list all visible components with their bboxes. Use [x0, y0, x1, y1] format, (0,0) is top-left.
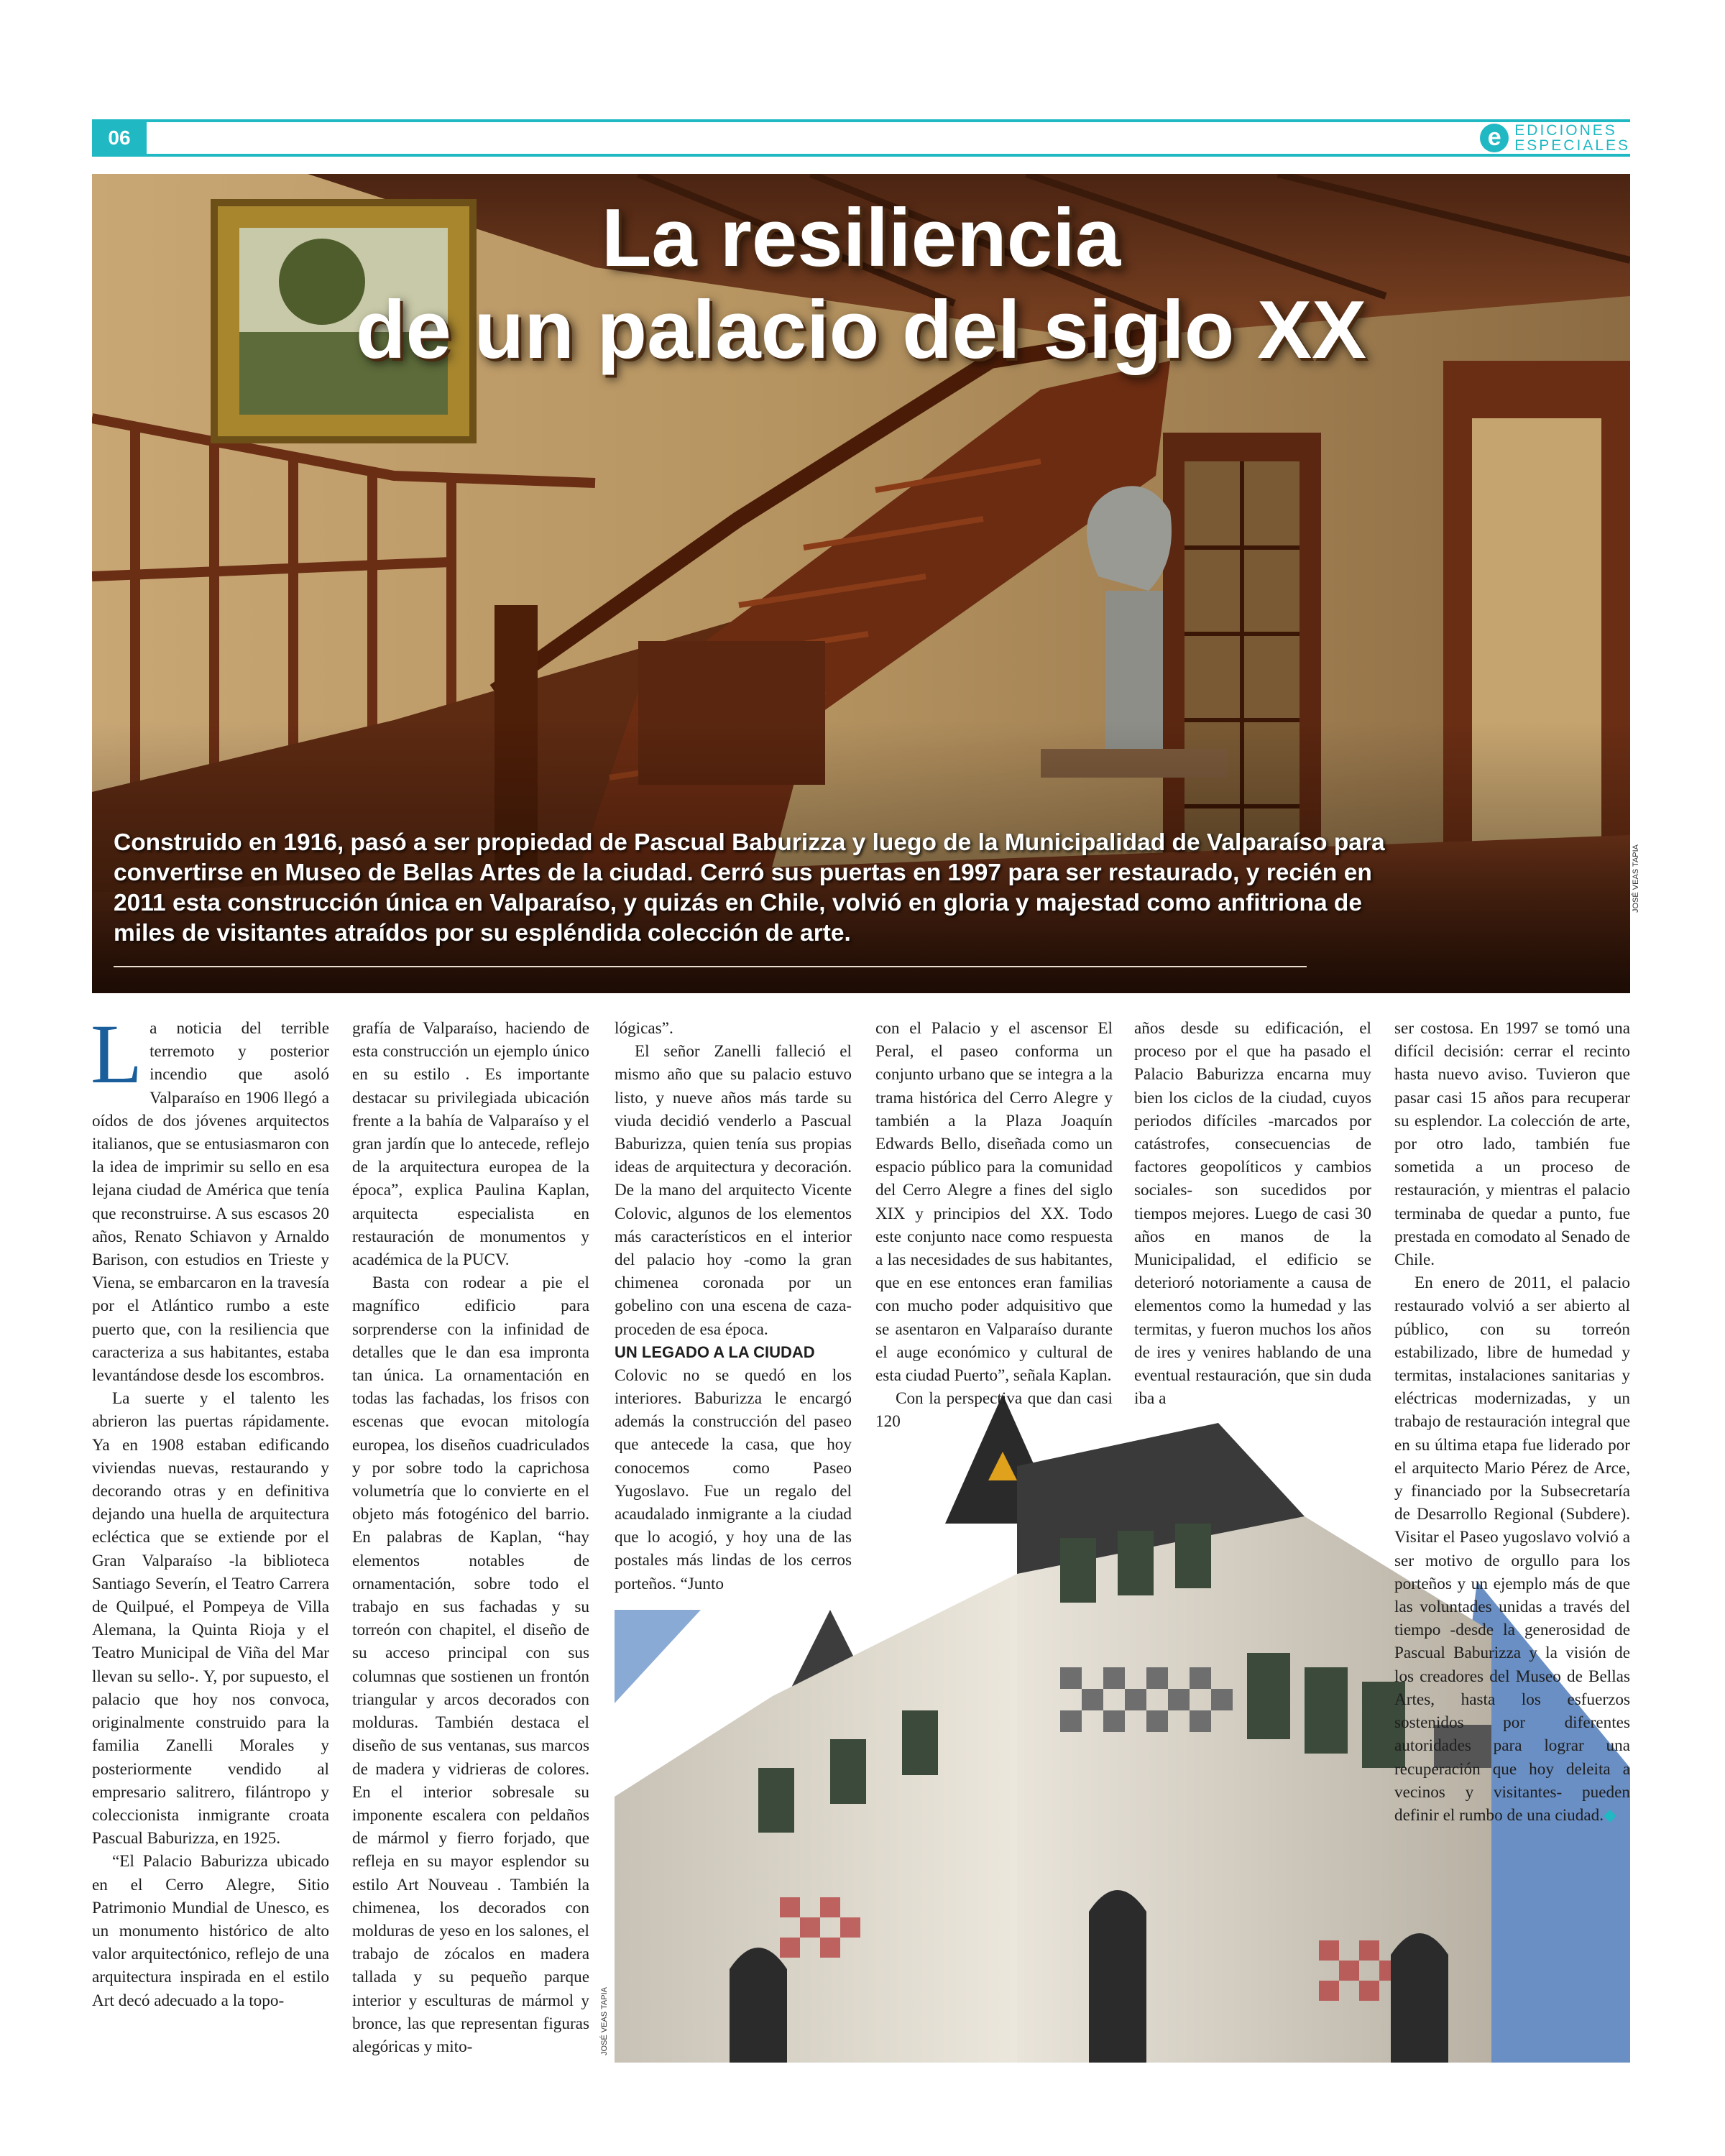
paragraph: La suerte y el talento les abrieron las puertas rápidamente. Ya en 1908 estaban edificando viviendas nuevas, restaurando y decorando otras y en definitiva dejando una huella de arquitectura ecléctica que se extiende por el Gran Valparaíso -la biblioteca Santiago Severín, el Teatro Carrera de Quilpué, el Pompeya de Villa Alemana, la Quinta Rioja y el Teatro Municipal de Viña del Mar llevan su sello-. Y, por supuesto, el palacio que hoy nos convoca, originalmente construido para la familia Zanelli Morales y posteriormente vendido al empresario salitrero, filántropo y coleccionista inmigrante croata Pascual Baburizza, en 1925.	[92, 1389, 329, 1848]
hero-image	[92, 174, 1630, 993]
article-column-1	[91, 1007, 329, 2012]
caption-rule	[114, 966, 1307, 967]
article-title	[92, 193, 1630, 377]
photo-credit-top: JOSÉ VEAS TAPIA	[1632, 844, 1640, 913]
paragraph: ser costosa. En 1997 se tomó una difícil decisión: cerrar el recinto hasta nuevo aviso. Tuvieron que pasar casi 15 años para recuperar su esplendor. La colección de arte, por otro lado, también fue sometida a un proceso de restauración, y mientras el palacio terminaba de quedar a punto, fue prestada en comodato al Senado de Chile.	[1394, 1019, 1630, 1270]
photo-credit-bottom: JOSÉ VEAS TAPIA	[600, 1987, 609, 2055]
brand-logo	[1480, 122, 1630, 154]
paragraph: años desde su edificación, el proceso por el que ha pasado el Palacio Baburizza encarna muy bien los ciclos de la ciudad, cuyos periodos difíciles -marcados por catástrofes, consecuencias de factores geopolíticos y cambios sociales- son sucedidos por tiempos mejores. Luego de casi 30 años en manos de la Municipalidad, el edificio se deterioró notoriamente a causa de elementos como la humedad y las termitas, y fueron muchos los años de ires y venires hablando de una eventual restauración, que sin duda iba a	[1134, 1019, 1371, 1409]
header-rule-top	[92, 119, 1630, 122]
paragraph: Colovic no se quedó en los interiores. Baburizza le encargó además la construcción del paseo que antecede la casa, que hoy conocemos como Paseo Yugoslavo. Fue un regalo del acaudalado inmigrante a la ciudad que lo acogió, y hoy una de las postales más lindas de los cerros porteños. “Junto	[615, 1365, 852, 1593]
paragraph: “El Palacio Baburizza ubicado en el Cerro Alegre, Sitio Patrimonio Mundial de Unesco, es un monumento histórico de alto valor arquitectónico, reflejo de una arquitectura inspirada en el estilo Art decó adecuado a la topo-	[92, 1852, 329, 2010]
article-column-2	[352, 1017, 589, 2058]
hero-caption: Construido en 1916, pasó a ser propiedad de Pascual Baburizza y luego de la Municipalidad de Valparaíso para convertirse en Museo de Bellas Artes de la ciudad. Cerró sus puertas en 1997 para ser restaurado, y recién en 2011 esta construcción única en Valparaíso, y quizás en Chile, volvió en gloria y majestad como anfitriona de miles de visitantes atraídos por su espléndida colección de arte.	[114, 829, 1385, 946]
page-number: 06	[92, 122, 147, 154]
paragraph: grafía de Valparaíso, haciendo de esta construcción un ejemplo único en su estilo . Es importante destacar su privilegiada ubicación frente a la bahía de Valparaíso y el gran jardín que lo antecede, reflejo de la arquitectura europea de la época”, explica Paulina Kaplan, arquitecta especialista en restauración de monumentos y académica de la PUCV.	[352, 1019, 589, 1270]
header-rule-bottom	[92, 154, 1630, 157]
e-logo-icon: e	[1480, 124, 1509, 152]
paragraph	[91, 1007, 329, 1387]
title-line-1: La resiliencia	[601, 193, 1121, 284]
paragraph-text: En enero de 2011, el palacio restaurado volvió a ser abierto al público, con su torreón estabilizado, libre de humedad y termitas, instalaciones sanitarias y eléctricas modernizadas, y un trabajo de restauración integral que en su última etapa fue liderado por el arquitecto Mario Pérez de Arce, y financiado por la Subsecretaría de Desarrollo Regional (Subdere). Visitar el Paseo yugoslavo volvió a ser motivo de orgullo para los porteños y un ejemplo más de que las voluntades unidas a través del tiempo -desde la generosidad de Pascual Baburizza y la visión de los creadores del Museo de Bellas Artes, hasta los esfuerzos sostenidos por diferentes autoridades para lograr una recuperación que hoy deleita a vecinos y visitantes- pueden definir el rumbo de una ciudad.	[1394, 1273, 1630, 1825]
article-column-4	[875, 1017, 1113, 1434]
paragraph: Basta con rodear a pie el magnífico edificio para sorprenderse con la infinidad de detalles que le dan esa impronta tan única. La ornamentación en todas las fachadas, los frisos con escenas que evocan mitología europea, los diseños cuadriculados y por sobre todo la caprichosa volumetría que lo convierte en el objeto más fotogénico del barrio. En palabras de Kaplan, “hay elementos notables de ornamentación, sobre todo el trabajo en sus fachadas y su torreón con chapitel, el diseño de su acceso principal con sus columnas que sostienen un frontón triangular y arcos decorados con molduras. También destaca el diseño de sus ventanas, sus marcos de madera y vidrieras de colores. En el interior sobresale su imponente escalera con peldaños de mármol y fierro forjado, que refleja en su mayor esplendor su estilo Art Nouveau . También la chimenea, los decorados con molduras de yeso en los salones, el trabajo de zócalos en madera tallada y su pequeño parque interior y esculturas de mármol y bronce, las que representan figuras alegóricas y mito-	[352, 1273, 589, 2056]
article-column-3	[615, 1017, 852, 1595]
section-subhead: UN LEGADO A LA CIUDAD	[615, 1342, 815, 1361]
drop-cap: L	[91, 1007, 143, 1101]
brand-line-2: ESPECIALES	[1514, 137, 1630, 154]
title-line-2: de un palacio del siglo XX	[355, 285, 1367, 376]
page-header	[92, 119, 1630, 157]
article-column-6	[1394, 1017, 1630, 1827]
brand-line-1: EDICIONES	[1514, 122, 1617, 139]
paragraph: Con la perspectiva que dan casi 120	[875, 1389, 1113, 1432]
paragraph: con el Palacio y el ascensor El Peral, el paseo conforma un conjunto urbano que se integra a la trama histórica del Cerro Alegre y también a la Plaza Joaquín Edwards Bello, diseñada como un espacio público para la comunidad del Cerro Alegre a fines del siglo XIX y principios del XX. Todo este conjunto nace como respuesta a las necesidades de sus habitantes, que en ese entonces eran familias con mucho poder adquisitivo que se asentaron en Valparaíso durante el auge económico y cultural de esta ciudad Puerto”, señala Kaplan.	[875, 1019, 1113, 1386]
end-mark-icon: ◆	[1604, 1805, 1616, 1825]
paragraph: El señor Zanelli falleció el mismo año que su palacio estuvo listo, y nueve años más tarde su viuda decidió venderlo a Pascual Baburizza, quien tenía sus propias ideas de arquitectura y decoración. De la mano del arquitecto Vicente Colovic, algunos de los elementos más característicos en el interior del palacio hoy -como la gran chimenea coronada por un gobelino con una escena de caza- proceden de esa época.	[615, 1042, 852, 1339]
paragraph: lógicas”.	[615, 1019, 673, 1038]
article-column-5	[1134, 1017, 1371, 1410]
paragraph	[1394, 1271, 1630, 1827]
paragraph-text: a noticia del terrible terremoto y posterior incendio que asoló Valparaíso en 1906 llegó a oídos de dos jóvenes arquitectos italianos, que se entusiasmaron con la idea de imprimir su sello en esa lejana ciudad de América que tenía que reconstruirse. A sus escasos 20 años, Renato Schiavon y Arnaldo Barison, con estudios en Trieste y Viena, se embarcaron en la travesía por el Atlántico rumbo a este puerto que, con la resiliencia que caracteriza a sus habitantes, estaba levantándose desde los escombros.	[92, 1019, 329, 1386]
brand-wordmark	[1514, 123, 1630, 153]
